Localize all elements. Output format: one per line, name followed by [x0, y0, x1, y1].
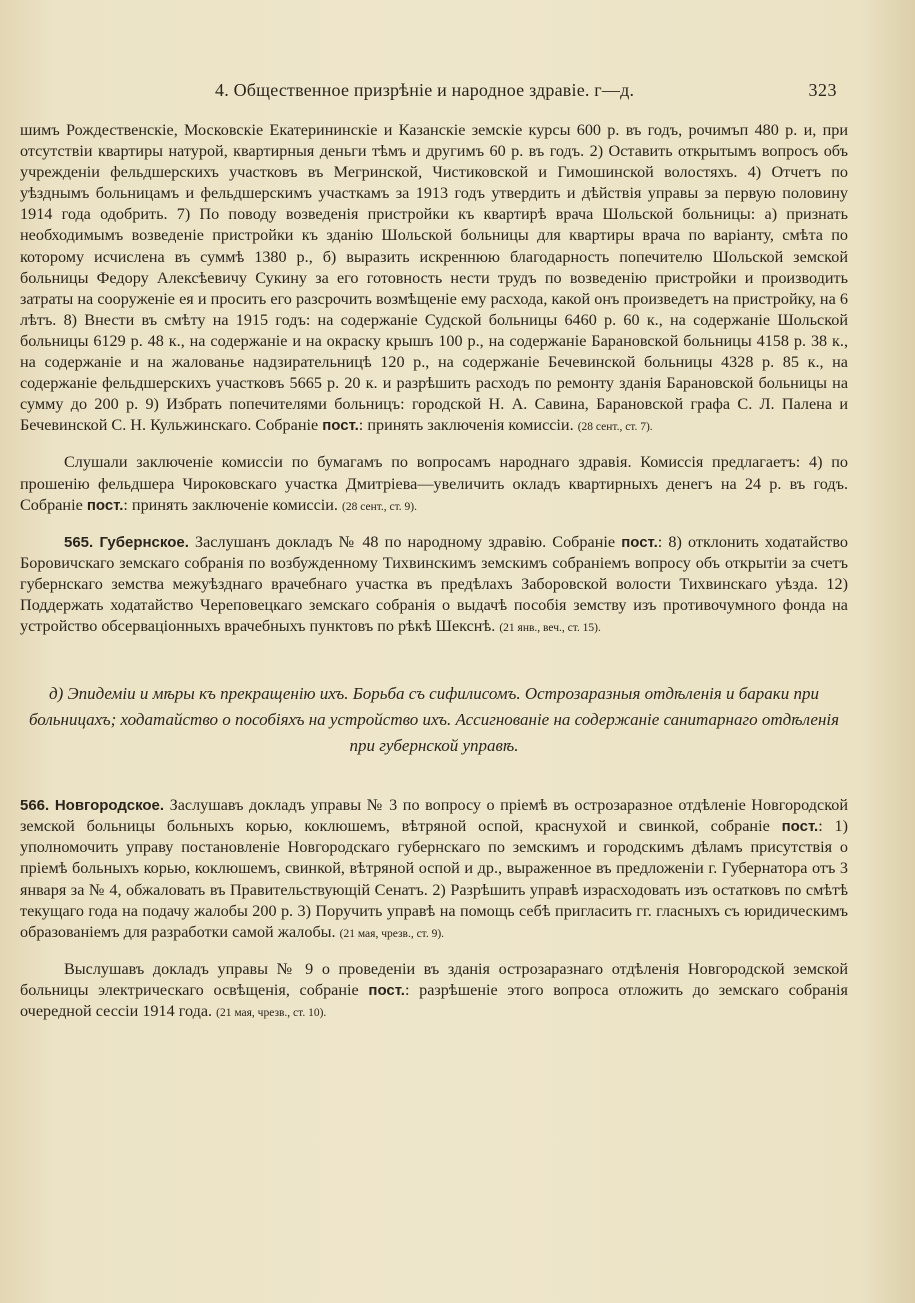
paragraph-1	[20, 120, 848, 438]
paragraph-1-tail: : принять заключенія комиссіи.	[358, 416, 574, 435]
paragraph-2-reference: (28 сент., ст. 9).	[342, 500, 417, 513]
paragraph-5-text: Выслушавъ докладъ управы № 9 о проведеніи въ зданія острозаразнаго отдѣленія Новгородской земской больницы электрическаго освѣщенія, собраніе	[20, 959, 848, 999]
running-title: 4. Общественное призрѣніе и народное здравіе. г—д.	[215, 80, 635, 100]
paragraph-3-text: Заслушанъ докладъ № 48 по народному здравію. Собраніе	[195, 532, 616, 551]
paragraph-3-entry-number: 565. Губернское.	[64, 533, 189, 551]
paragraph-4	[20, 795, 848, 945]
paragraph-3	[20, 532, 848, 639]
paragraph-2-text: Слушали заключеніе комиссіи по бумагамъ по вопросамъ народнаго здравія. Комиссія предлагаетъ: 4) по прошенію фельдшера Чироковскаго участка Дмитріева—увеличить окладъ квартирныхъ денегъ на 24 р. въ годъ. Собраніе	[20, 453, 848, 514]
paragraph-2-tail: : принять заключеніе комиссіи.	[123, 495, 338, 514]
page-body	[20, 120, 848, 1024]
paragraph-3-tail: : 8) отклонить ходатайство Боровичскаго земскаго собранія по возбужденному Тихвинскимъ земскимъ собраніемъ вопросу объ открытіи за счетъ губернскаго земства межуѣзднаго врачебнаго участка въ предѣлахъ Заборовской волости Тихвинскаго уѣзда. 12) Поддержать ходатайство Череповецкаго земскаго собранія о выдачѣ пособія земству изъ противочумного фонда на устройство обсерваціонныхъ врачебныхъ пунктовъ по рѣкѣ Шекснѣ.	[20, 532, 849, 636]
paragraph-5-reference: (21 мая, чрезв., ст. 10).	[216, 1007, 327, 1019]
paragraph-4-text: Заслушавъ докладъ управы № 3 по вопросу о пріемѣ въ острозаразное отдѣленіе Новгородской земской больницы больныхъ корью, коклюшемъ, вѣтряной оспой, краснухой и свинкой, собраніе	[20, 796, 848, 836]
paragraph-2-resolution: пост.	[86, 496, 124, 514]
paragraph-5-resolution: пост.	[368, 981, 405, 999]
paragraph-4-entry-number: 566. Новгородское.	[20, 797, 165, 815]
paragraph-4-resolution: пост.	[781, 818, 819, 836]
paragraph-3-reference: (21 янв., веч., ст. 15).	[499, 622, 601, 635]
paragraph-4-reference: (21 мая, чрезв., ст. 9).	[339, 927, 445, 940]
paragraph-5	[20, 959, 848, 1024]
section-heading	[20, 681, 848, 759]
page-number: 323	[808, 80, 837, 100]
paragraph-4-tail: : 1) уполномочить управу постановленіе Новгородскаго губернскаго по земскимъ и городскимъ дѣламъ присутствія о пріемѣ больныхъ корью, коклюшемъ, свинкой, вѣтряной оспой и др., выраженное въ предложеніи г. Губернатора отъ 3 января за № 4, обжаловать въ Правительствующій Сенатъ. 2) Разрѣшить управѣ израсходовать изъ остатковъ по смѣтѣ текущаго года на подачу жалобы 200 р. 3) Поручить управѣ на помощь себѣ пригласить гг. гласныхъ съ юридическимъ образованіемъ для разработки самой жалобы.	[20, 817, 849, 941]
paragraph-5-tail: : разрѣшеніе этого вопроса отложить до земскаго собранія очередной сессіи 1914 года.	[20, 980, 848, 1020]
paragraph-1-reference: (28 сент., ст. 7).	[577, 421, 653, 434]
paragraph-1-text: шимъ Рождественскіе, Московскіе Екатерининскіе и Казанскіе земскіе курсы 600 р. въ годъ, рочимъп 480 р. и, при отсутствіи квартиры натурой, квартирныя деньги тѣмъ и другимъ 60 р. въ годъ. 2) Оставить открытымъ вопросъ объ учрежденіи фельдшерскихъ участковъ въ Мегринской, Чистиковской и Гимошинской волостяхъ. 4) Отчетъ по уѣзднымъ больницамъ и фельдшерскимъ участкамъ за 1913 годъ утвердить и дѣйствія управы за первую половину 1914 года одобрить. 7) По поводу возведенія пристройки къ квартирѣ врача Шольской больницы: а) признать необходимымъ возведеніе пристройки къ зданію Шольской больницы для квартиры врача по варіанту, смѣта по которому исчислена въ суммѣ 1380 р., б) выразить искреннюю благодарность попечителю Шольской земской больницы Федору Алексѣевичу Сукину за его готовность нести трудъ по возведенію пристройки и производить затраты на сооруженіе ея и просить его разсрочить возмѣщеніе ему расхода, какой онъ произведетъ на пристройку, на 6 лѣтъ. 8) Внести въ смѣту на 1915 годъ: на содержаніе Судской больницы 6460 р. 60 к., на содержаніе Шольской больницы 6129 р. 48 к., на содержаніе и на окраску крышъ 100 р., на содержаніе Барановской больницы 4158 р. 38 к., на содержаніе и на жалованье надзирательницѣ 120 р., на содержаніе Бечевинской больницы 4328 р. 85 к., на содержаніе фельдшерскихъ участковъ 5665 р. 20 к. и разрѣшить расходъ по ремонту зданія Барановской больницы на сумму до 200 р. 9) Избрать попечителями больницъ: городской Н. А. Савина, Барановской графа С. Л. Палена и Бечевинской С. Н. Кульжинскаго. Собраніе	[20, 121, 848, 435]
paragraph-2	[20, 452, 848, 517]
page-header	[0, 80, 915, 108]
paragraph-1-resolution: пост.	[322, 417, 359, 435]
paragraph-3-resolution: пост.	[621, 533, 658, 551]
section-heading-text: д) Эпидеміи и мѣры къ прекращенію ихъ. Борьба съ сифилисомъ. Острозаразныя отдѣленія и бараки при больницахъ; ходатайство о пособіяхъ на устройство ихъ. Ассигнованіе на содержаніе санитарнаго отдѣленія при губернской управѣ.	[28, 684, 840, 756]
